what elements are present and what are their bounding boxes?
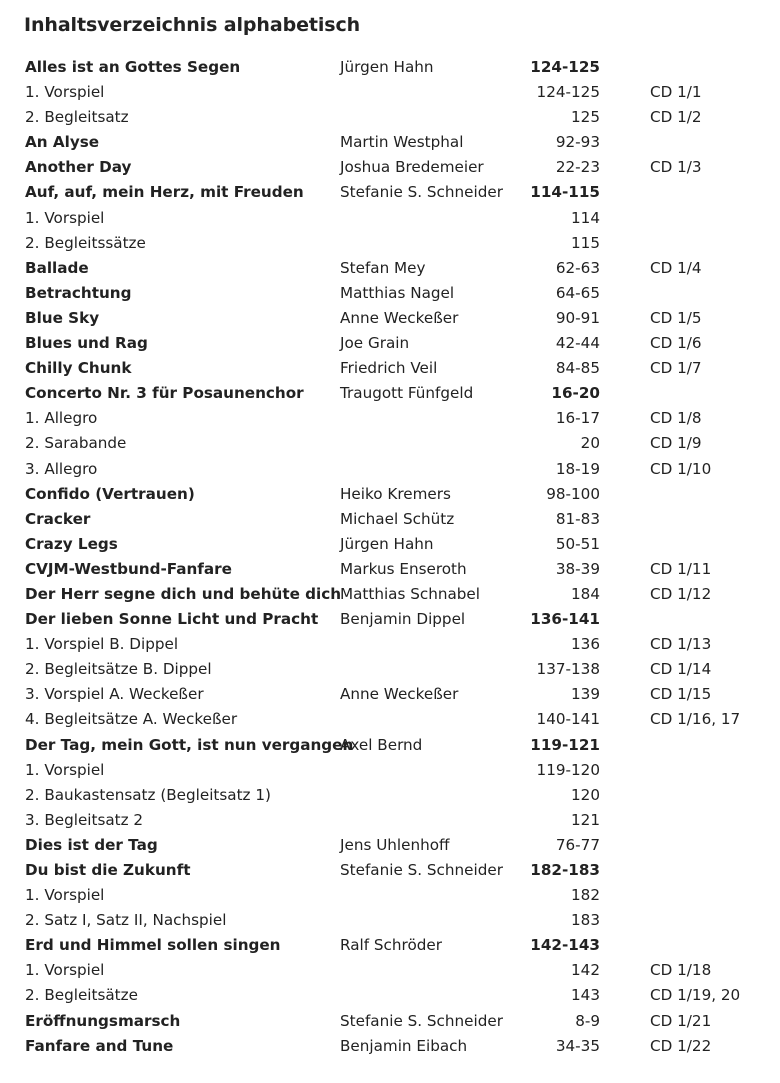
entry-cd-track: CD 1/6 [650,334,702,353]
entry-pages: 142 [571,961,600,980]
entry-cd-track: CD 1/2 [650,108,702,127]
index-entry [0,532,780,557]
index-subentry [0,406,780,431]
entry-title: 1. Vorspiel [25,961,105,980]
entry-title: 2. Begleitssätze [25,233,146,252]
entry-composer: Stefanie S. Schneider [340,1011,503,1030]
index-subentry [0,206,780,231]
entry-title: Der lieben Sonne Licht und Pracht [25,610,319,629]
index-subentry [0,783,780,808]
entry-pages: 42-44 [555,334,600,353]
index-entry [0,281,780,306]
entry-pages: 38-39 [555,559,600,578]
entry-cd-track: CD 1/21 [650,1011,712,1030]
entry-pages: 18-19 [555,459,600,478]
entry-cd-track: CD 1/4 [650,258,702,277]
index-entry [0,256,780,281]
entry-title: Crazy Legs [25,534,118,553]
index-entry [0,933,780,958]
entry-pages: 34-35 [555,1036,600,1055]
entry-pages: 120 [571,785,600,804]
entry-pages: 22-23 [555,158,600,177]
entry-title: 3. Begleitsatz 2 [25,810,144,829]
entry-pages: 81-83 [555,509,600,528]
entry-cd-track: CD 1/16, 17 [650,710,741,729]
entry-cd-track: CD 1/10 [650,459,712,478]
index-entry [0,130,780,155]
entry-cd-track: CD 1/7 [650,359,702,378]
entry-title: 2. Baukastensatz (Begleitsatz 1) [25,785,271,804]
entry-title: Du bist die Zukunft [25,861,191,879]
index-subentry [0,105,780,130]
entry-composer: Ralf Schröder [340,936,442,955]
entry-title: 1. Vorspiel [25,886,105,905]
entry-title: Betrachtung [25,283,132,302]
entry-pages: 182-183 [530,861,600,879]
entry-title: Blues und Rag [25,334,148,353]
index-subentry [0,431,780,456]
entry-title: 4. Begleitsätze A. Weckeßer [25,710,238,729]
entry-composer: Benjamin Dippel [340,610,466,629]
entry-pages: 16-20 [551,384,600,403]
entry-composer: Joe Grain [340,334,410,353]
entry-title: An Alyse [25,133,100,152]
entry-composer: Benjamin Eibach [340,1036,468,1055]
entry-pages: 62-63 [555,258,600,277]
entry-title: Auf, auf, mein Herz, mit Freuden [25,183,304,202]
entry-composer: Jens Uhlenhoff [340,835,450,854]
entry-cd-track: CD 1/22 [650,1036,712,1055]
index-subentry [0,908,780,933]
entry-title: Cracker [25,509,91,528]
index-subentry [0,758,780,783]
entry-pages: 143 [571,986,600,1005]
entry-title: 1. Vorspiel [25,760,105,779]
index-subentry [0,883,780,908]
entry-composer: Jürgen Hahn [340,534,434,553]
index-subentry [0,457,780,482]
entry-title: Ballade [25,258,89,277]
entry-title: CVJM-Westbund-Fanfare [25,559,232,578]
index-subentry [0,808,780,833]
entry-cd-track: CD 1/8 [650,409,702,428]
entry-composer: Stefan Mey [340,258,426,277]
page-title: Inhaltsverzeichnis alphabetisch [24,14,361,36]
index-subentry [0,632,780,657]
entry-cd-track: CD 1/3 [650,158,702,177]
entry-pages: 119-121 [530,735,600,754]
entry-pages: 184 [571,584,600,603]
entry-pages: 124-125 [536,83,600,102]
entry-title: Der Herr segne dich und behüte dich [25,584,342,603]
index-entry [0,381,780,406]
entry-composer: Axel Bernd [340,735,423,754]
entry-composer: Stefanie S. Schneider [340,183,503,202]
index-entry [0,1009,780,1034]
entry-pages: 20 [580,434,600,453]
entry-title: 2. Sarabande [25,434,127,453]
index-entry [0,607,780,632]
entry-cd-track: CD 1/5 [650,308,702,327]
index-entry [0,55,780,80]
entry-pages: 98-100 [546,484,600,503]
entry-pages: 139 [571,685,600,704]
entry-title: 1. Allegro [25,409,98,428]
entry-cd-track: CD 1/14 [650,660,712,679]
entry-title: Another Day [25,158,132,177]
entry-title: Der Tag, mein Gott, ist nun vergangen [25,735,354,754]
index-subentry [0,707,780,732]
index-entry [0,1034,780,1059]
index-entry [0,557,780,582]
index-entry [0,507,780,532]
entry-title: 1. Vorspiel [25,208,105,227]
entry-title: Eröffnungsmarsch [25,1011,181,1030]
entry-pages: 84-85 [555,359,600,378]
entry-pages: 115 [571,233,600,252]
entry-cd-track: CD 1/11 [650,559,712,578]
entry-title: 2. Satz I, Satz II, Nachspiel [25,911,227,930]
entry-title: 2. Begleitsatz [25,108,129,127]
entry-pages: 90-91 [555,308,600,327]
entry-title: 3. Vorspiel A. Weckeßer [25,685,204,704]
index-subentry [0,682,780,707]
entry-title: Erd und Himmel sollen singen [25,936,281,955]
entry-title: Blue Sky [25,308,100,327]
entry-pages: 183 [571,911,600,930]
entry-cd-track: CD 1/13 [650,635,712,654]
entry-pages: 136 [571,635,600,654]
entry-pages: 182 [571,886,600,905]
entry-pages: 121 [571,810,600,829]
entry-composer: Anne Weckeßer [340,308,459,327]
index-entry [0,306,780,331]
index-entry [0,833,780,858]
entry-pages: 114 [571,208,600,227]
entry-title: 3. Allegro [25,459,98,478]
entry-composer: Martin Westphal [340,133,464,152]
entry-composer: Michael Schütz [340,509,455,528]
entry-pages: 125 [571,108,600,127]
index-entry [0,356,780,381]
entry-title: Alles ist an Gottes Segen [25,58,241,76]
index-entry [0,331,780,356]
entry-composer: Markus Enseroth [340,559,467,578]
entry-pages: 140-141 [536,710,600,729]
entry-composer: Joshua Bredemeier [340,158,484,177]
entry-cd-track: CD 1/19, 20 [650,986,741,1005]
entry-composer: Matthias Nagel [340,283,455,302]
entry-title: 1. Vorspiel B. Dippel [25,635,179,654]
entry-pages: 119-120 [536,760,600,779]
entry-title: 2. Begleitsätze [25,986,138,1005]
entry-pages: 16-17 [555,409,600,428]
entry-pages: 142-143 [530,936,600,955]
index-subentry [0,80,780,105]
entry-cd-track: CD 1/12 [650,584,712,603]
entry-pages: 114-115 [530,183,600,202]
entry-composer: Stefanie S. Schneider [340,861,503,879]
index-subentry [0,231,780,256]
index-entry [0,733,780,758]
entry-pages: 50-51 [555,534,600,553]
entry-pages: 92-93 [555,133,600,152]
entry-title: Chilly Chunk [25,359,132,378]
index-list [0,55,780,1059]
entry-composer: Jürgen Hahn [340,58,434,76]
entry-cd-track: CD 1/1 [650,83,702,102]
entry-cd-track: CD 1/9 [650,434,702,453]
entry-pages: 124-125 [530,58,600,76]
entry-composer: Anne Weckeßer [340,685,459,704]
entry-title: Fanfare and Tune [25,1036,174,1055]
entry-pages: 136-141 [530,610,600,629]
entry-title: Concerto Nr. 3 für Posaunenchor [25,384,304,403]
index-entry [0,582,780,607]
entry-title: Dies ist der Tag [25,835,158,854]
index-subentry [0,983,780,1008]
index-entry [0,858,780,883]
index-entry [0,155,780,180]
index-entry [0,180,780,205]
index-entry [0,482,780,507]
entry-pages: 137-138 [536,660,600,679]
entry-composer: Matthias Schnabel [340,584,480,603]
index-subentry [0,657,780,682]
index-subentry [0,958,780,983]
entry-title: 2. Begleitsätze B. Dippel [25,660,212,679]
entry-pages: 8-9 [575,1011,600,1030]
entry-composer: Traugott Fünfgeld [340,384,474,403]
entry-pages: 64-65 [555,283,600,302]
entry-pages: 76-77 [555,835,600,854]
entry-cd-track: CD 1/15 [650,685,712,704]
entry-composer: Heiko Kremers [340,484,451,503]
entry-title: Confido (Vertrauen) [25,484,195,503]
entry-title: 1. Vorspiel [25,83,105,102]
entry-cd-track: CD 1/18 [650,961,712,980]
entry-composer: Friedrich Veil [340,359,438,378]
